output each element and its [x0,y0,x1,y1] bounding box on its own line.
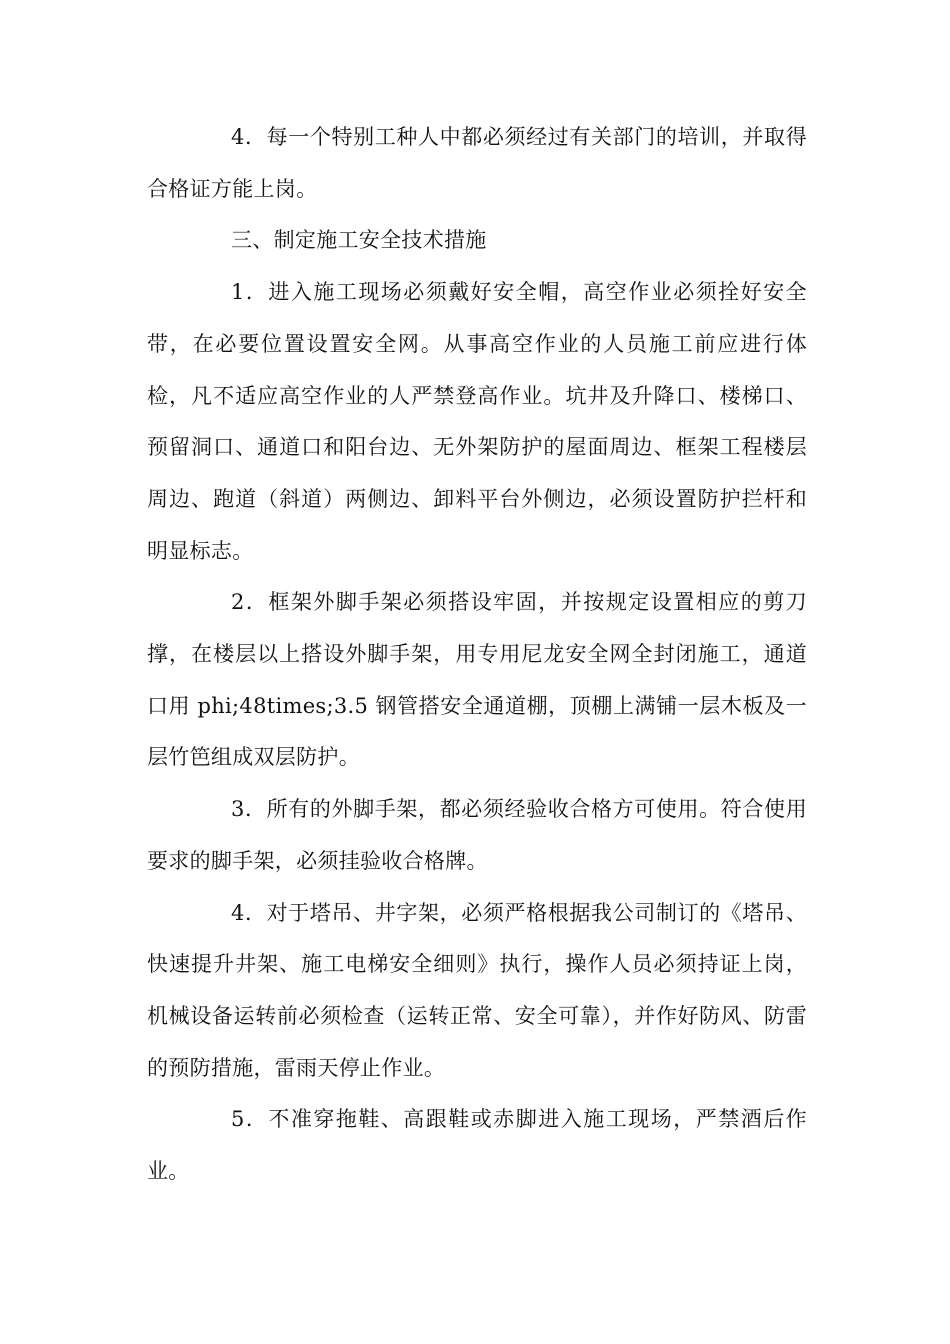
document-body [147,112,807,1198]
paragraph-training-requirement: 4．每一个特别工种人中都必须经过有关部门的培训，并取得合格证方能上岗。 [147,125,807,201]
paragraph-tower-crane: 4．对于塔吊、井字架，必须严格根据我公司制订的《塔吊、快速提升井架、施工电梯安全细则》执行，操作人员必须持证上岗，机械设备运转前必须检查（运转正常、安全可靠），并作好防风、防雷的预防措施，雷雨天停止作业。 [147,900,807,1080]
paragraph-footwear-rules: 5．不准穿拖鞋、高跟鞋或赤脚进入施工现场，严禁酒后作业。 [147,1107,807,1184]
paragraph-safety-helmet: 1．进入施工现场必须戴好安全帽，高空作业必须拴好安全带，在必要位置设置安全网。从事高空作业的人员施工前应进行体检，凡不适应高空作业的人严禁登高作业。坑井及升降口、楼梯口、预留洞口、通道口和阳台边、无外架防护的屋面周边、框架工程楼层周边、跑道（斜道）两侧边、卸料平台外侧边，必须设置防护拦杆和明显标志。 [147,280,807,563]
section-heading-safety-measures: 三、制定施工安全技术措施 [231,228,487,253]
paragraph-scaffold-inspection: 3．所有的外脚手架，都必须经验收合格方可使用。符合使用要求的脚手架，必须挂验收合格牌。 [147,797,807,873]
paragraph-scaffold-setup: 2．框架外脚手架必须搭设牢固，并按规定设置相应的剪刀撑，在楼层以上搭设外脚手架，用专用尼龙安全网全封闭施工，通道口用 phi;48times;3.5 钢管搭安全通道棚，顶棚上满铺一层木板及一层竹笆组成双层防护。 [147,590,807,770]
